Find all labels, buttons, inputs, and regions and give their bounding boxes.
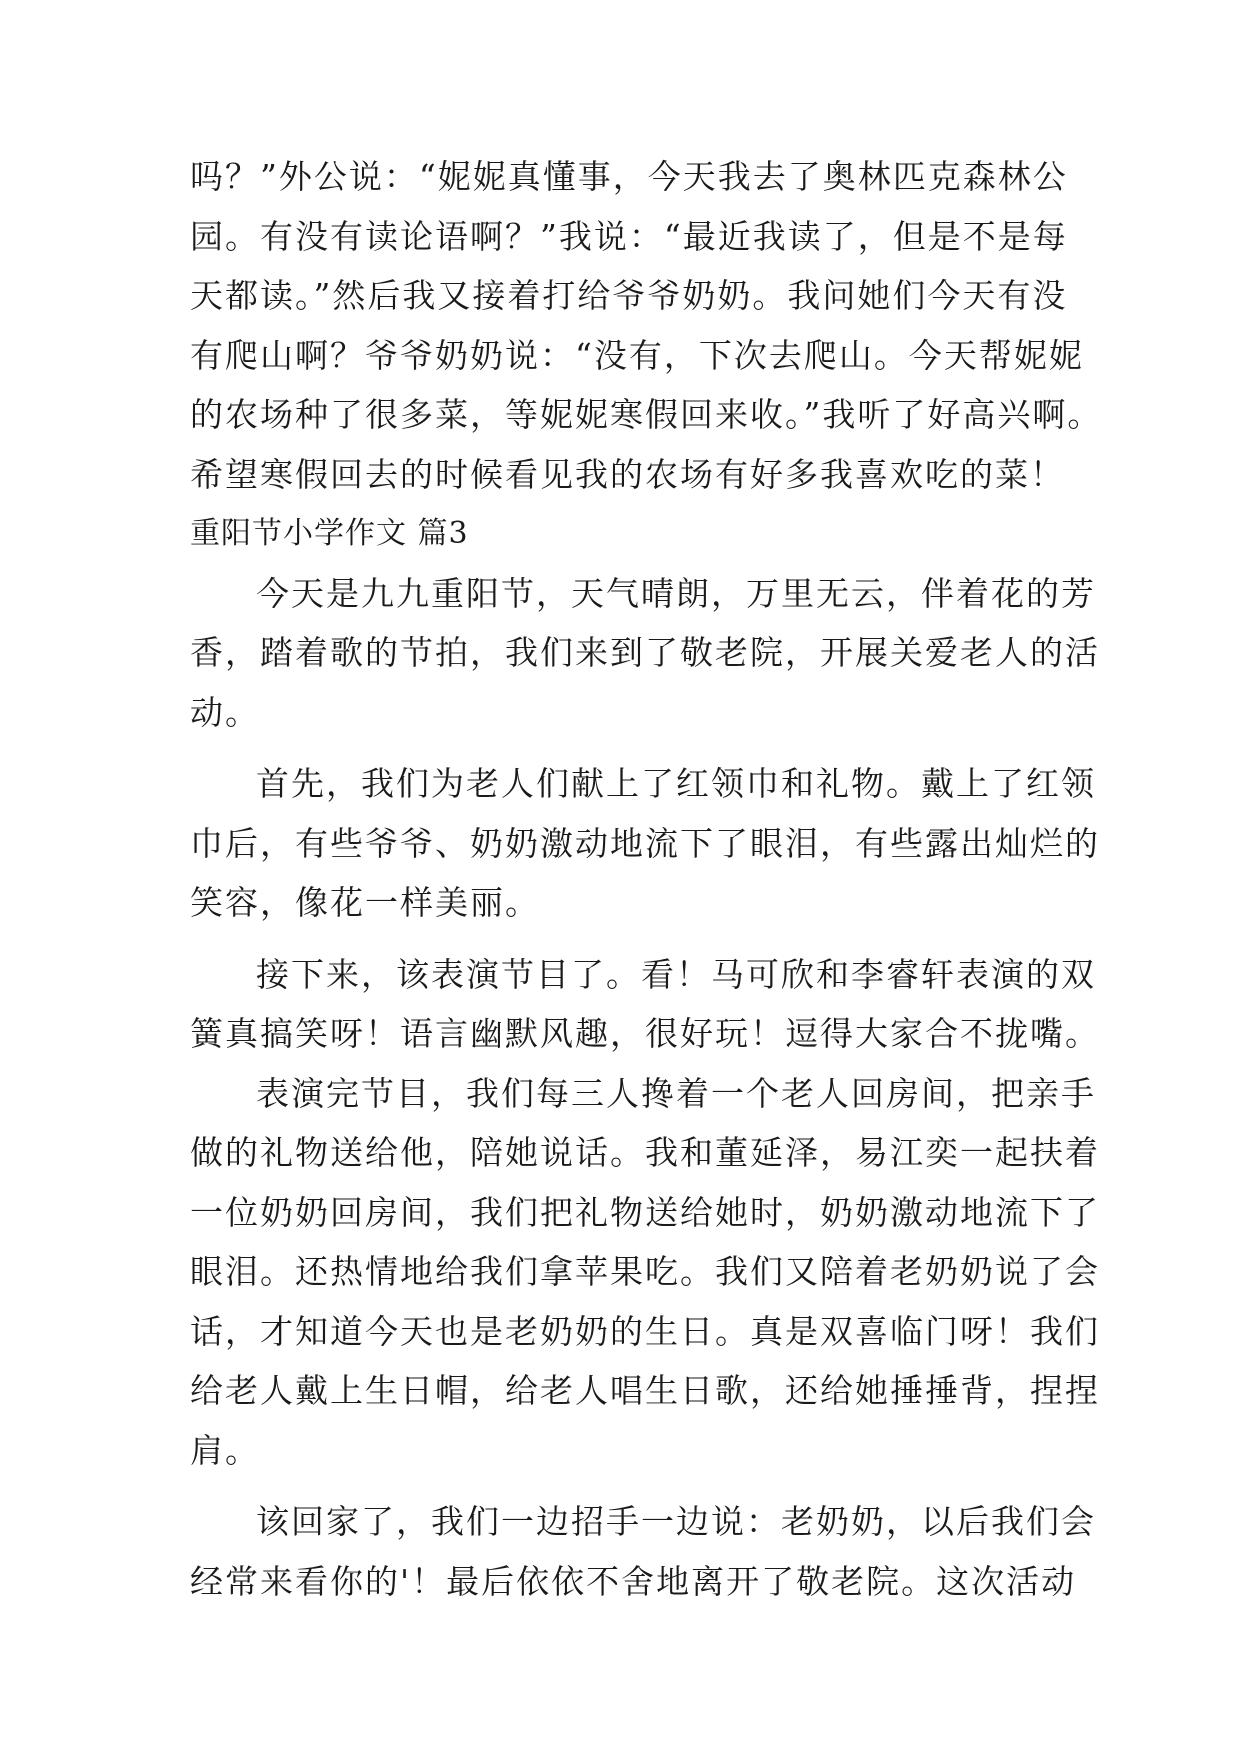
text-line: 做的礼物送给他，陪她说话。我和董延泽，易江奕一起扶着 [190, 1133, 1100, 1172]
text-line: 表演完节目，我们每三人搀着一个老人回房间，把亲手 [256, 1073, 1096, 1113]
text-line: 今天是九九重阳节，天气晴朗，万里无云，伴着花的芳 [256, 573, 1096, 613]
text-line: 吗？”外公说：“妮妮真懂事，今天我去了奥林匹克森林公 [190, 157, 1068, 196]
paragraph [190, 1064, 1100, 1481]
text-line: 希望寒假回去的时候看见我的农场有好多我喜欢吃的菜！ [190, 454, 1065, 494]
section-heading: 重阳节小学作文 篇3 [190, 516, 469, 551]
text-line: 该回家了，我们一边招手一边说：老奶奶，以后我们会 [256, 1502, 1096, 1541]
text-line: 的农场种了很多菜，等妮妮寒假回来收。”我听了好高兴啊。 [190, 395, 1103, 434]
text-line: 一位奶奶回房间，我们把礼物送给她时，奶奶激动地流下了 [190, 1192, 1100, 1232]
text-line: 接下来，该表演节目了。看！马可欣和李睿轩表演的双 [256, 954, 1096, 994]
paragraph [190, 754, 1100, 933]
document-body [190, 147, 1103, 1611]
text-line: 巾后，有些爷爷、奶奶激动地流下了眼泪，有些露出灿烂的 [190, 823, 1100, 863]
paragraph [190, 564, 1100, 743]
paragraph [190, 1492, 1096, 1611]
text-line: 园。有没有读论语啊？”我说：“最近我读了，但是不是每 [190, 216, 1068, 256]
text-line: 肩。 [190, 1430, 260, 1470]
text-line: 动。 [190, 692, 260, 732]
text-line: 有爬山啊？爷爷奶奶说：“没有，下次去爬山。今天帮妮妮 [190, 335, 1084, 375]
paragraph [190, 945, 1100, 1064]
continued-paragraph [190, 147, 1103, 504]
text-line: 香，踏着歌的节拍，我们来到了敬老院，开展关爱老人的活 [190, 633, 1100, 672]
text-line: 眼泪。还热情地给我们拿苹果吃。我们又陪着老奶奶说了会 [190, 1252, 1100, 1291]
text-line: 首先，我们为老人们献上了红领巾和礼物。戴上了红领 [256, 764, 1096, 803]
text-line: 天都读。”然后我又接着打给爷爷奶奶。我问她们今天有没 [190, 276, 1068, 315]
text-line: 经常来看你的'！最后依依不舍地离开了敬老院。这次活动 [190, 1561, 1077, 1601]
text-line: 话，才知道今天也是老奶奶的生日。真是双喜临门呀！我们 [190, 1311, 1100, 1351]
text-line: 簧真搞笑呀！语言幽默风趣，很好玩！逗得大家合不拢嘴。 [190, 1014, 1100, 1053]
text-line: 给老人戴上生日帽，给老人唱生日歌，还给她捶捶背，捏捏 [190, 1371, 1100, 1410]
text-line: 笑容，像花一样美丽。 [190, 883, 540, 922]
